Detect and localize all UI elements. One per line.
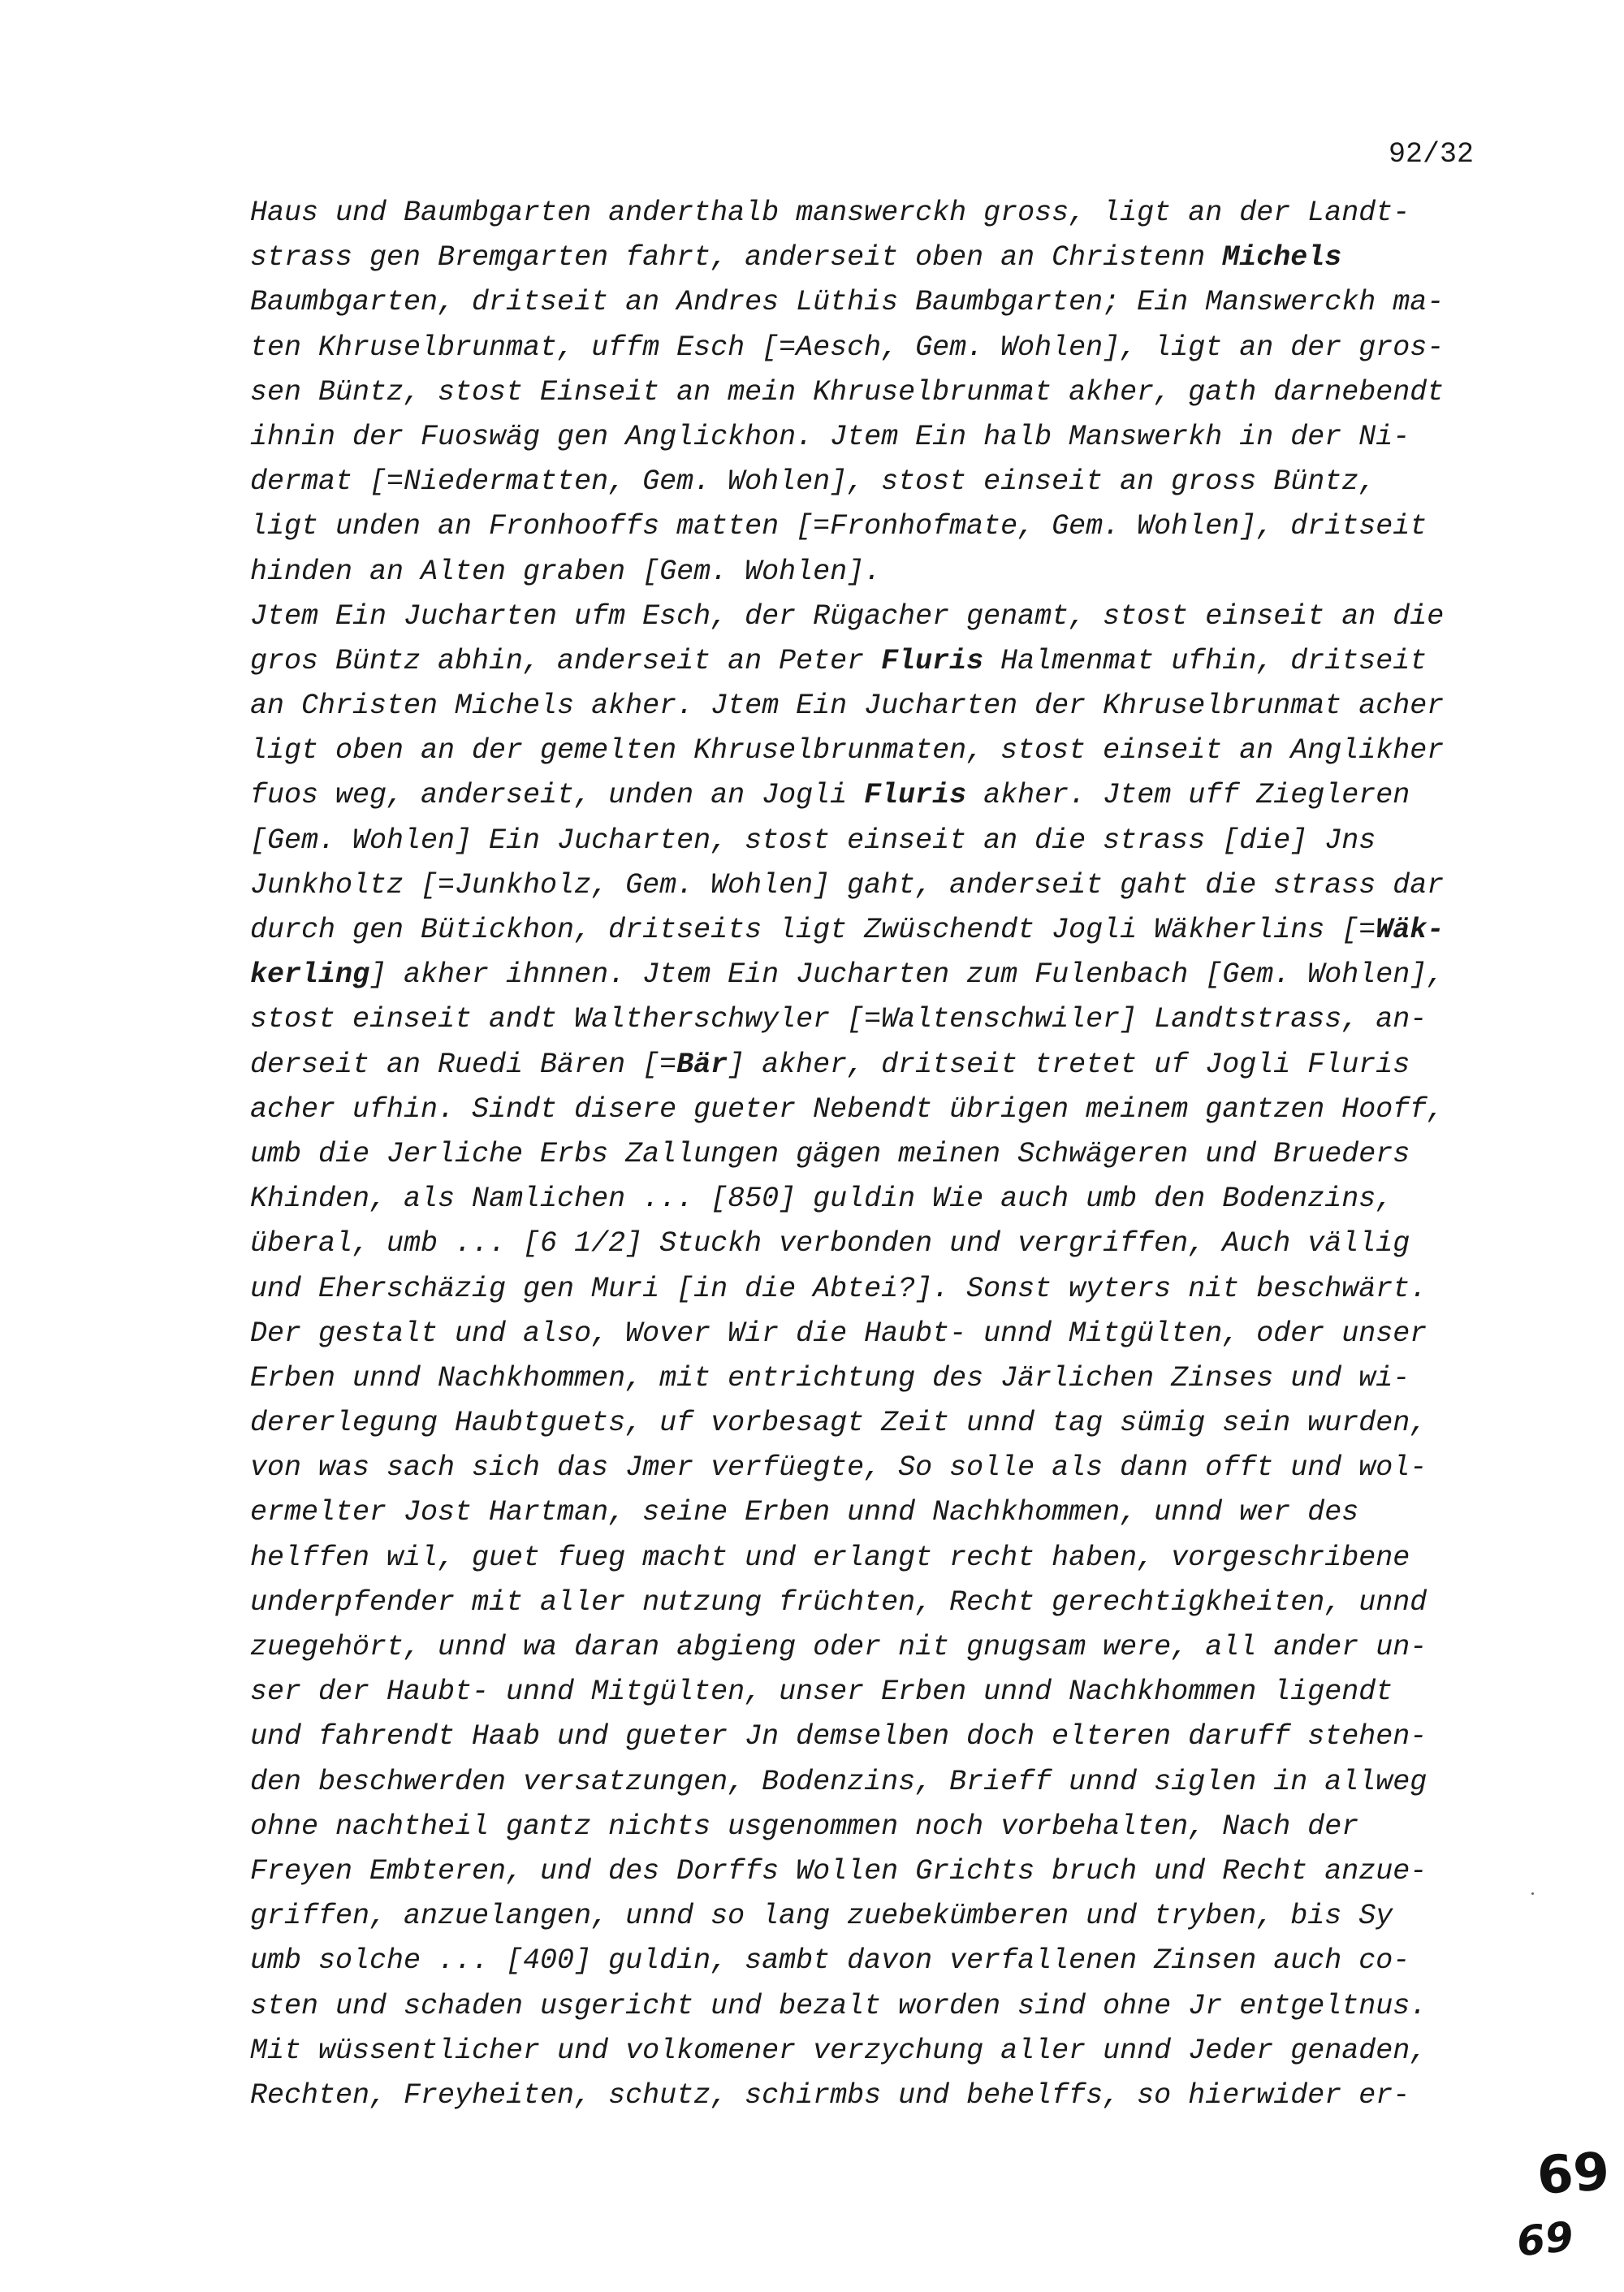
text-segment: strass gen Bremgarten fahrt, anderseit oben an Christenn — [250, 241, 1223, 275]
text-segment: Rechten, Freyheiten, schutz, schirmbs und behelffs, so hierwider er- — [250, 2078, 1410, 2112]
bold-name-segment: Fluris — [881, 644, 984, 677]
text-line — [250, 1581, 1517, 1625]
text-segment: den beschwerden versatzungen, Bodenzins, Brieff unnd siglen in allweg — [250, 1765, 1427, 1798]
text-segment: ihnin der Fuoswäg gen Anglickhon. Jtem Ein halb Manswerkh in der Ni- — [250, 420, 1410, 453]
text-segment: gros Büntz abhin, anderseit an Peter — [250, 644, 882, 677]
text-segment: von was sach sich das Jmer verfüegte, So solle als dann offt und wol- — [250, 1451, 1427, 1485]
text-line — [250, 1222, 1517, 1266]
text-segment: Freyen Embteren, und des Dorffs Wollen Grichts bruch und Recht anzue- — [250, 1854, 1427, 1888]
text-line — [250, 326, 1517, 370]
text-segment: [Gem. Wohlen] Ein Jucharten, stost einseit an die strass [die] Jns — [250, 824, 1376, 857]
text-line — [250, 953, 1517, 997]
text-segment: sten und schaden usgericht und bezalt worden sind ohne Jr entgeltnus. — [250, 1989, 1427, 2022]
text-line — [250, 2029, 1517, 2074]
transcription-body — [250, 191, 1517, 2118]
text-line — [250, 997, 1517, 1042]
text-segment: ligt unden an Fronhooffs matten [=Fronhofmate, Gem. Wohlen], dritseit — [250, 510, 1427, 543]
text-line — [250, 1088, 1517, 1132]
text-line — [250, 415, 1517, 460]
text-segment: Khinden, als Namlichen ... [850] guldin Wie auch umb den Bodenzins, — [250, 1183, 1393, 1216]
text-line — [250, 1132, 1517, 1177]
text-segment: ligt oben an der gemelten Khruselbrunmaten, stost einseit an Anglikher — [250, 734, 1445, 768]
text-segment: und fahrendt Haab und gueter Jn demselben doch elteren daruff stehen- — [250, 1720, 1427, 1754]
text-line — [250, 1939, 1517, 1983]
text-segment: ser der Haubt- unnd Mitgülten, unser Erben unnd Nachkhommen ligendt — [250, 1676, 1393, 1709]
text-line — [250, 236, 1517, 280]
text-segment: Baumbgarten, dritseit an Andres Lüthis Baumbgarten; Ein Manswerckh ma- — [250, 286, 1445, 319]
text-segment: stost einseit andt Waltherschwyler [=Waltenschwiler] Landtstrass, an- — [250, 1003, 1427, 1036]
text-segment: Junkholtz [=Junkholz, Gem. Wohlen] gaht, anderseit gaht die strass dar — [250, 868, 1445, 902]
text-line — [250, 1670, 1517, 1715]
text-line — [250, 1805, 1517, 1849]
text-segment: sen Büntz, stost Einseit an mein Khruselbrunmat akher, gath darnebendt — [250, 375, 1445, 409]
text-segment: umb solche ... [400] guldin, sambt davon verfallenen Zinsen auch co- — [250, 1944, 1410, 1978]
text-segment: dermat [=Niedermatten, Gem. Wohlen], stost einseit an gross Büntz, — [250, 465, 1376, 499]
bold-name-segment: Bär — [676, 1048, 728, 1081]
text-segment: ten Khruselbrunmat, uffm Esch [=Aesch, Gem. Wohlen], ligt an der gros- — [250, 331, 1445, 364]
bold-name-segment: kerling — [250, 958, 370, 992]
bold-name-segment: Michels — [1222, 241, 1342, 275]
text-segment: Erben unnd Nachkhommen, mit entrichtung des Järlichen Zinses und wi- — [250, 1361, 1410, 1395]
text-segment: fuos weg, anderseit, unden an Jogli — [250, 779, 865, 812]
text-segment: Halmenmat ufhin, dritseit — [983, 644, 1427, 677]
page-number: 92/32 — [1389, 138, 1475, 171]
text-line — [250, 595, 1517, 639]
text-segment: zuegehört, unnd wa daran abgieng oder nit gnugsam were, all ander un- — [250, 1631, 1427, 1663]
handwritten-page-number-pencil: 69 — [1514, 2212, 1576, 2266]
text-segment: Mit wüssentlicher und volkomener verzychung aller unnd Jeder genaden, — [250, 2034, 1427, 2067]
text-line — [250, 684, 1517, 729]
text-segment: dererlegung Haubtguets, uf vorbesagt Zeit unnd tag sümig sein wurden, — [250, 1407, 1427, 1440]
text-line — [250, 1625, 1517, 1670]
text-segment: hinden an Alten graben [Gem. Wohlen]. — [250, 555, 882, 588]
text-segment: ] akher, dritseit tretet uf Jogli Fluris — [728, 1048, 1410, 1081]
text-segment: überal, umb ... [6 1/2] Stuckh verbonden und vergriffen, Auch vällig — [250, 1227, 1410, 1261]
text-line — [250, 1356, 1517, 1401]
text-line — [250, 1177, 1517, 1222]
text-segment: Jtem Ein Jucharten ufm Esch, der Rügacher genamt, stost einseit an die — [250, 599, 1445, 633]
text-line — [250, 1267, 1517, 1312]
text-line — [250, 1984, 1517, 2029]
handwritten-page-number-ink: 69 — [1535, 2141, 1612, 2208]
text-segment: helffen wil, guet fueg macht und erlangt recht haben, vorgeschribene — [250, 1541, 1410, 1574]
text-line — [250, 280, 1517, 325]
text-line — [250, 1536, 1517, 1581]
text-segment: und Eherschäzig gen Muri [in die Abtei?]. Sonst wyters nit beschwärt. — [250, 1272, 1427, 1305]
text-segment: Haus und Baumbgarten anderthalb manswerckh gross, ligt an der Landt- — [250, 197, 1410, 229]
text-line — [250, 1446, 1517, 1490]
text-segment: akher. Jtem uff Ziegleren — [966, 779, 1410, 812]
text-segment: underpfender mit aller nutzung früchten, Recht gerechtigkheiten, unnd — [250, 1585, 1427, 1619]
text-line — [250, 550, 1517, 595]
text-line — [250, 908, 1517, 953]
text-line — [250, 729, 1517, 773]
text-segment: ermelter Jost Hartman, seine Erben unnd Nachkhommen, unnd wer des — [250, 1496, 1359, 1529]
text-segment: durch gen Bütickhon, dritseits ligt Zwüschendt Jogli Wäkherlins [= — [250, 914, 1376, 946]
text-segment: Der gestalt und also, Wover Wir die Haubt- unnd Mitgülten, oder unser — [250, 1317, 1427, 1350]
text-segment: umb die Jerliche Erbs Zallungen gägen meinen Schwägeren und Brueders — [250, 1137, 1410, 1170]
text-line — [250, 1401, 1517, 1446]
text-line — [250, 1849, 1517, 1894]
text-line — [250, 2074, 1517, 2118]
text-line — [250, 504, 1517, 549]
text-segment: an Christen Michels akher. Jtem Ein Jucharten der Khruselbrunmat acher — [250, 690, 1445, 723]
text-line — [250, 1760, 1517, 1805]
text-line — [250, 191, 1517, 236]
bold-name-segment: Wäk- — [1376, 914, 1445, 946]
scan-speck — [1531, 1892, 1534, 1895]
text-line — [250, 1312, 1517, 1356]
text-line — [250, 1490, 1517, 1535]
text-line — [250, 639, 1517, 684]
text-line — [250, 1894, 1517, 1939]
text-segment: derseit an Ruedi Bären [= — [250, 1048, 677, 1081]
text-segment: griffen, anzuelangen, unnd so lang zuebekümberen und tryben, bis Sy — [250, 1900, 1393, 1933]
text-segment: acher ufhin. Sindt disere gueter Nebendt übrigen meinem gantzen Hooff, — [250, 1092, 1445, 1126]
text-segment: ] akher ihnnen. Jtem Ein Jucharten zum Fulenbach [Gem. Wohlen], — [369, 958, 1445, 992]
text-line — [250, 1043, 1517, 1088]
text-line — [250, 863, 1517, 908]
text-line — [250, 370, 1517, 415]
text-line — [250, 1715, 1517, 1759]
text-line — [250, 773, 1517, 818]
bold-name-segment: Fluris — [864, 779, 967, 812]
text-line — [250, 819, 1517, 863]
text-line — [250, 460, 1517, 504]
text-segment: ohne nachtheil gantz nichts usgenommen noch vorbehalten, Nach der — [250, 1810, 1359, 1843]
